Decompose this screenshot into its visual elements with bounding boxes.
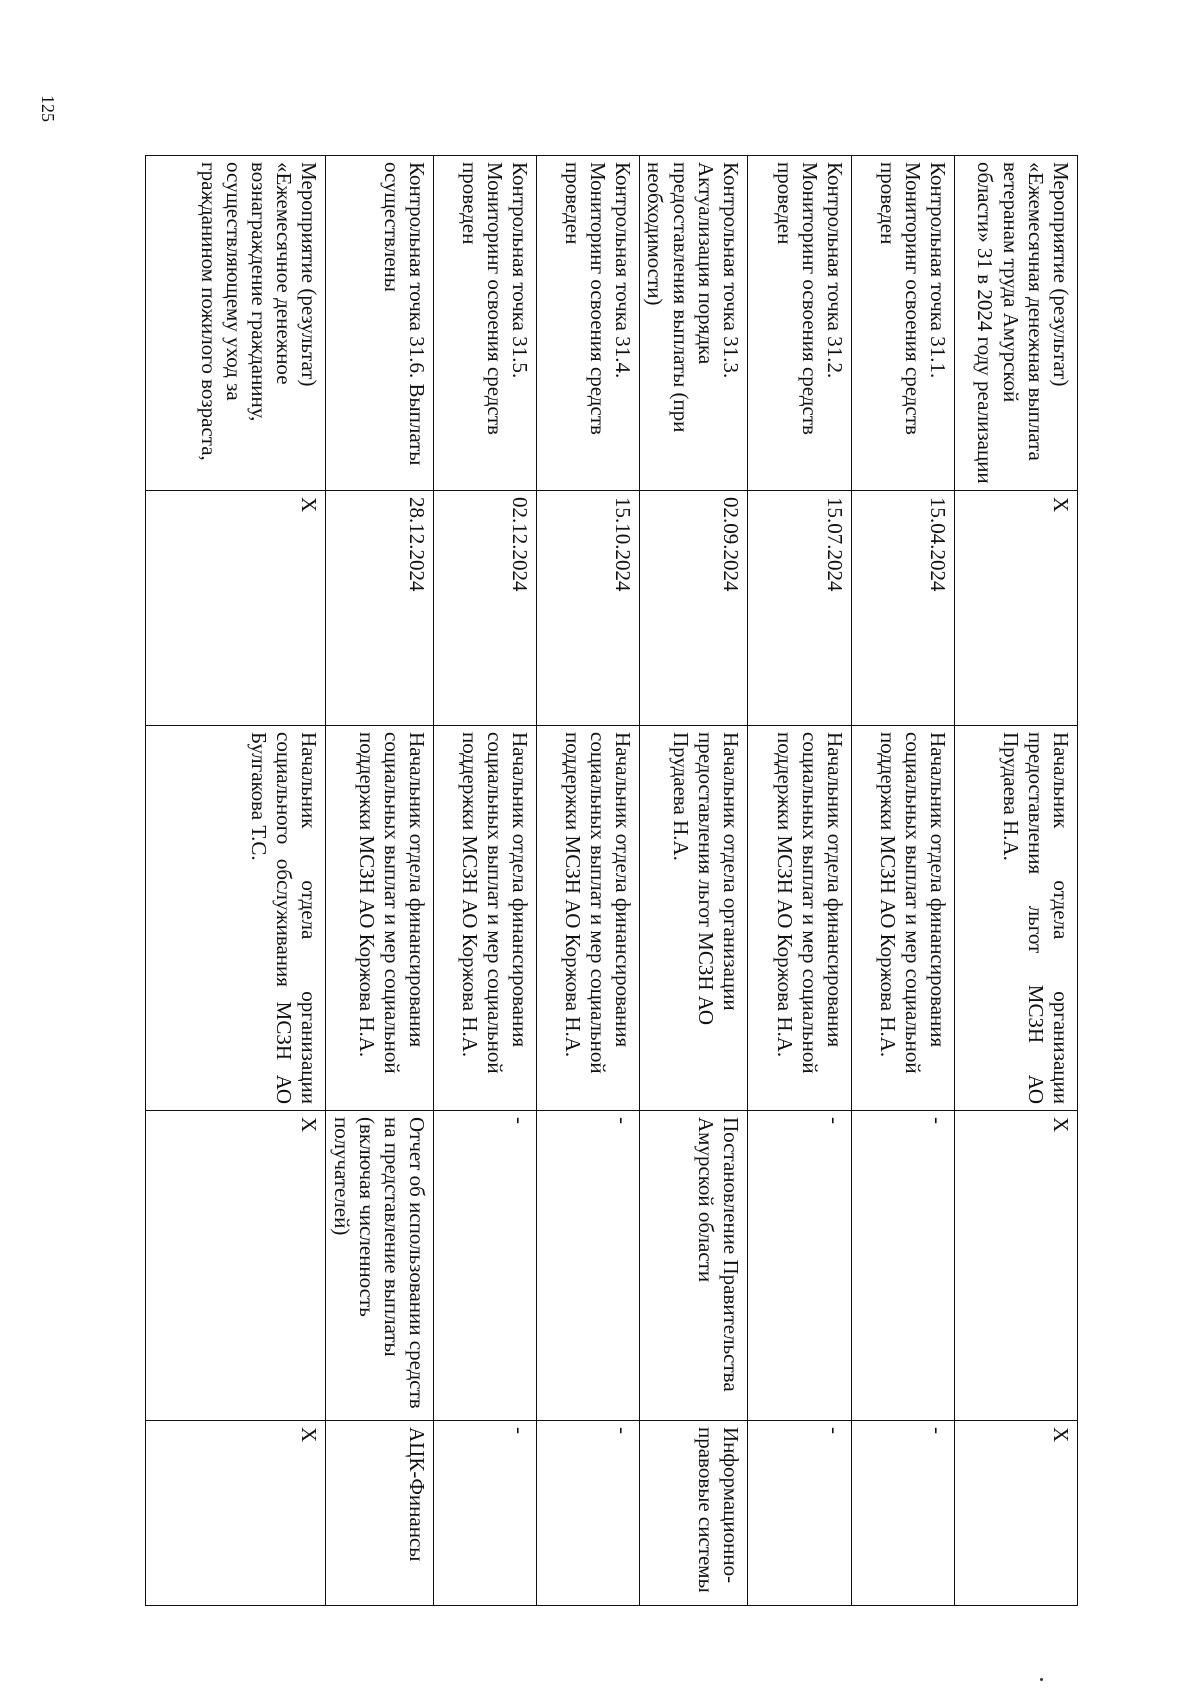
- date-cell: 15.10.2024: [537, 491, 640, 726]
- table-row: [852, 156, 955, 1606]
- date-cell: X: [146, 491, 326, 726]
- system-cell: -: [748, 1421, 852, 1606]
- system-cell: Информационно-правовые системы: [640, 1421, 748, 1606]
- responsible-cell: Начальник отдела организации социального обслуживания МСЗН АО Булгакова Т.С.: [146, 726, 326, 1111]
- scan-speck: [1040, 1678, 1043, 1681]
- date-cell: X: [955, 491, 1078, 726]
- table-row: [537, 156, 640, 1606]
- date-cell: 02.09.2024: [640, 491, 748, 726]
- date-cell: 28.12.2024: [326, 491, 434, 726]
- table-row: [955, 156, 1078, 1606]
- date-cell: 15.07.2024: [748, 491, 852, 726]
- control-points-table: [146, 155, 1079, 1606]
- table-row: [748, 156, 852, 1606]
- table-row: [326, 156, 434, 1606]
- document-cell: -: [537, 1111, 640, 1421]
- responsible-cell: Начальник отдела финансирования социальных выплат и мер социальной поддержки МСЗН АО Коржова Н.А.: [537, 726, 640, 1111]
- system-cell: -: [852, 1421, 955, 1606]
- activity-cell: Контрольная точка 31.3. Актуализация порядка предоставления выплаты (при необходимости): [640, 156, 748, 491]
- activity-cell: Контрольная точка 31.5. Мониторинг освоения средств проведен: [434, 156, 537, 491]
- table-row: [640, 156, 748, 1606]
- date-cell: 15.04.2024: [852, 491, 955, 726]
- document-cell: X: [146, 1111, 326, 1421]
- table-row: [434, 156, 537, 1606]
- system-cell: X: [146, 1421, 326, 1606]
- activity-cell: Мероприятие (результат) «Ежемесячная денежная выплата ветеранам труда Амурской области» 31 в 2024 году реализации: [955, 156, 1078, 491]
- document-cell: -: [434, 1111, 537, 1421]
- page-number: 125: [38, 95, 58, 122]
- system-cell: X: [955, 1421, 1078, 1606]
- activity-cell: Контрольная точка 31.6. Выплаты осуществлены: [326, 156, 434, 491]
- activity-cell: Контрольная точка 31.4. Мониторинг освоения средств проведен: [537, 156, 640, 491]
- responsible-cell: Начальник отдела финансирования социальных выплат и мер социальной поддержки МСЗН АО Коржова Н.А.: [748, 726, 852, 1111]
- responsible-cell: Начальник отдела организации предоставления льгот МСЗН АО Прудаева Н.А.: [640, 726, 748, 1111]
- table-row: [146, 156, 326, 1606]
- date-cell: 02.12.2024: [434, 491, 537, 726]
- system-cell: АЦК-Финансы: [326, 1421, 434, 1606]
- system-cell: -: [434, 1421, 537, 1606]
- responsible-cell: Начальник отдела финансирования социальных выплат и мер социальной поддержки МСЗН АО Коржова Н.А.: [434, 726, 537, 1111]
- activity-cell: Контрольная точка 31.2. Мониторинг освоения средств проведен: [748, 156, 852, 491]
- responsible-cell: Начальник отдела финансирования социальных выплат и мер социальной поддержки МСЗН АО Коржова Н.А.: [852, 726, 955, 1111]
- document-cell: X: [955, 1111, 1078, 1421]
- responsible-cell: Начальник отдела финансирования социальных выплат и мер социальной поддержки МСЗН АО Коржова Н.А.: [326, 726, 434, 1111]
- responsible-cell: Начальник отдела организации предоставления льгот МСЗН АО Прудаева Н.А.: [955, 726, 1078, 1111]
- document-cell: -: [748, 1111, 852, 1421]
- activity-cell: Контрольная точка 31.1. Мониторинг освоения средств проведен: [852, 156, 955, 491]
- activity-cell: Мероприятие (результат) «Ежемесячное денежное вознаграждение гражданину, осуществляющему уход за гражданином пожилого возраста,: [146, 156, 326, 491]
- document-cell: -: [852, 1111, 955, 1421]
- table-wrapper: [183, 155, 1078, 1605]
- document-cell: Отчет об использовании средств на представление выплаты (включая численность получателей): [326, 1111, 434, 1421]
- document-cell: Постановление Правительства Амурской области: [640, 1111, 748, 1421]
- system-cell: -: [537, 1421, 640, 1606]
